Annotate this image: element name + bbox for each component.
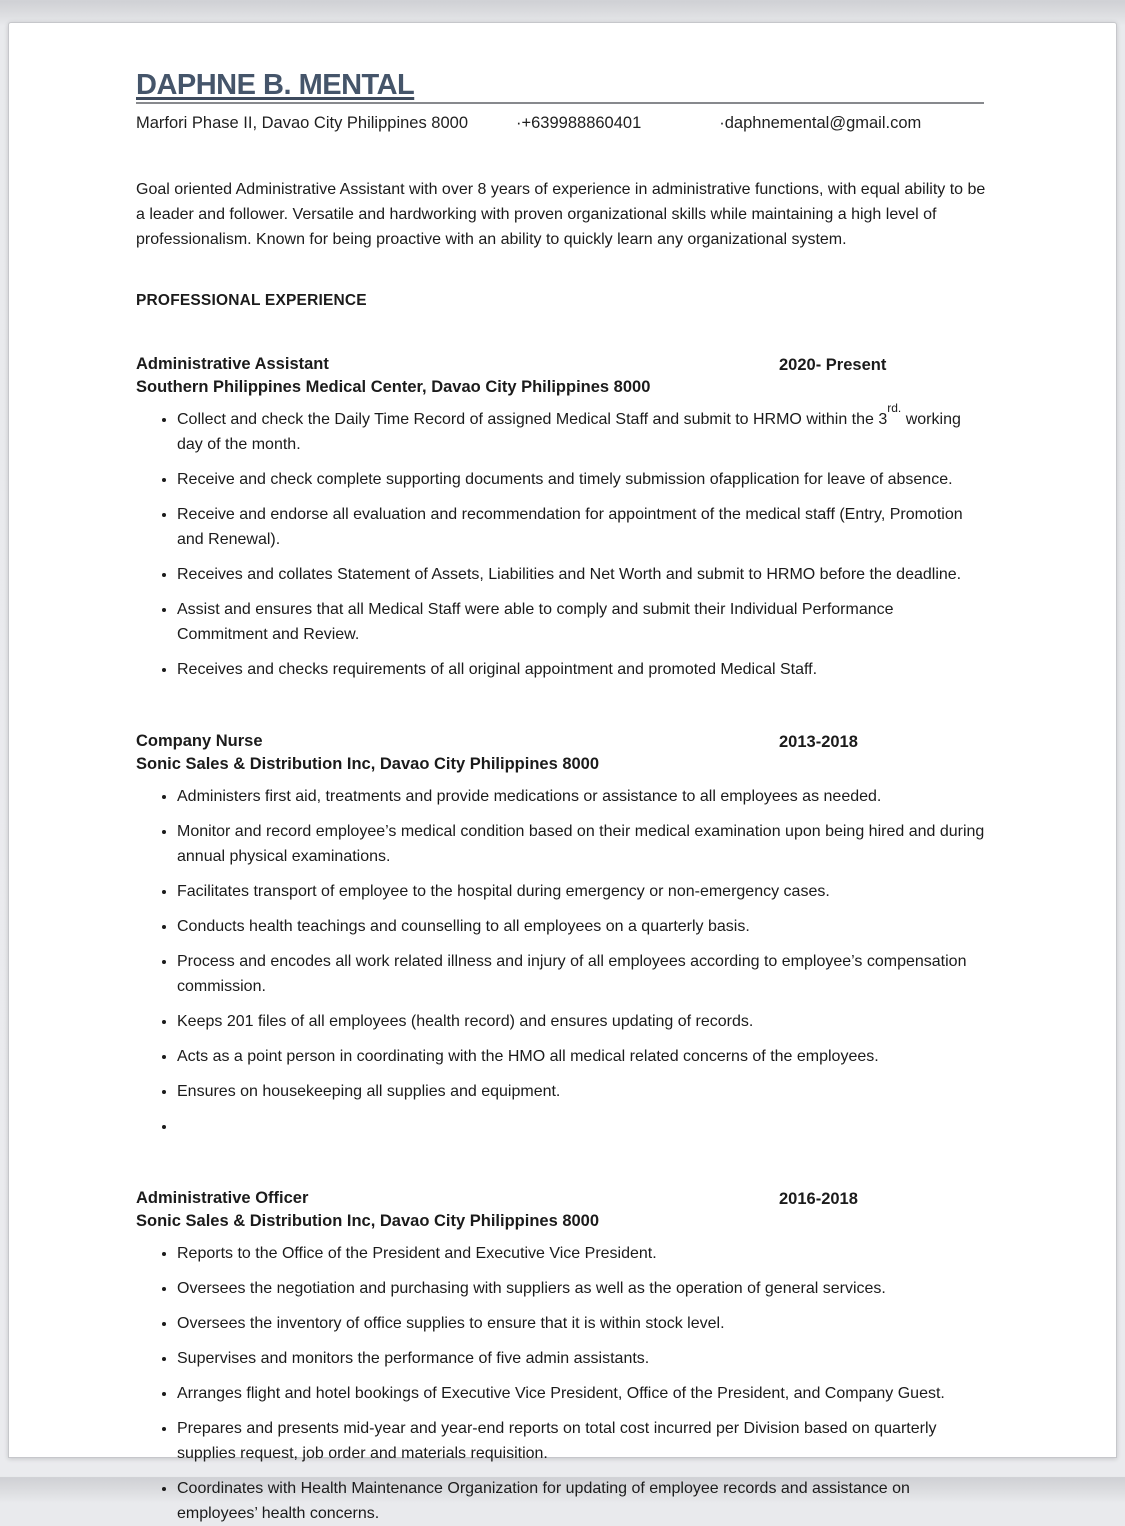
job-header [136,353,984,376]
bullet-text: Keeps 201 files of all employees (health record) and ensures updating of records. [177,1013,754,1030]
bullet-item [177,1009,988,1034]
bullet-item [177,1416,988,1466]
header-name-block [136,69,984,104]
bullet-item [177,467,988,492]
resume-page [8,22,1117,1522]
job-company-nurse [136,730,984,1139]
bullet-text: Oversees the inventory of office supplies to ensure that it is within stock level. [177,1315,725,1332]
bullet-text: Facilitates transport of employee to the hospital during emergency or non-emergency cases. [177,883,830,900]
bullet-text: Conducts health teachings and counselling to all employees on a quarterly basis. [177,918,750,935]
job-dates: 2020- Present [779,356,887,374]
bullet-item-empty [177,1114,988,1139]
bullet-text: Ensures on housekeeping all supplies and equipment. [177,1083,561,1100]
bullet-text: Receive and check complete supporting documents and timely submission ofapplication for leave of absence. [177,471,953,488]
bullet-item [177,657,988,682]
job-administrative-assistant [136,353,984,682]
bullet-item [177,1044,988,1069]
contact-email: ·daphnemental@gmail.com [719,114,922,132]
bullet-item [177,597,988,647]
contact-phone: ·+639988860401 [516,114,642,132]
bullet-item [177,1079,988,1104]
bullet-text: Monitor and record employee’s medical condition based on their medical examination upon being hired and during annual physical examinations. [177,823,985,865]
job-title: Administrative Officer [136,1189,309,1207]
bullet-text: Arranges flight and hotel bookings of Executive Vice President, Office of the President, and Company Guest. [177,1385,945,1402]
bullet-text: Receives and checks requirements of all original appointment and promoted Medical Staff. [177,661,818,678]
bullet-text: Oversees the negotiation and purchasing with suppliers as well as the operation of general services. [177,1280,886,1297]
summary-text: Goal oriented Administrative Assistant with over 8 years of experience in administrative functions, with equal ability to be a leader and follower. Versatile and hardworking with proven organizational skills while maintaining a high level of professionalism. Known for being proactive with an ability to quickly learn any organizational system. [136,181,986,248]
resume-content [9,23,1116,1526]
bullet-text: Process and encodes all work related illness and injury of all employees according to employee’s compensation commission. [177,953,967,995]
job-title: Administrative Assistant [136,355,329,373]
bullet-text: Receive and endorse all evaluation and recommendation for appointment of the medical staff (Entry, Promotion and Renewal). [177,506,963,548]
bullet-text: Acts as a point person in coordinating with the HMO all medical related concerns of the employees. [177,1048,879,1065]
contact-row [136,111,984,136]
bullet-item [177,879,988,904]
bullet-item [177,914,988,939]
bullet-text: Prepares and presents mid-year and year-end reports on total cost incurred per Division based on quarterly supplies request, job order and materials requisition. [177,1420,937,1462]
bullet-item [177,949,988,999]
bullet-item [177,400,988,457]
bullet-text: Administers first aid, treatments and provide medications or assistance to all employees as needed. [177,788,882,805]
bullet-text: Coordinates with Health Maintenance Organization for updating of employee records and assistance on employees’ health concerns. [177,1480,910,1522]
job-bullet-list [136,400,988,682]
bullet-item [177,1311,988,1336]
bullet-item [177,1381,988,1406]
contact-address: Marfori Phase II, Davao City Philippines 8000 [136,114,468,132]
bullet-text: working day of the month. [177,411,961,453]
bullet-text: Assist and ensures that all Medical Staff were able to comply and submit their Individual Performance Commitment and Review. [177,601,894,643]
page-title: DAPHNE B. MENTAL [136,69,415,101]
bullet-item [177,1346,988,1371]
bullet-text: Supervises and monitors the performance of five admin assistants. [177,1350,650,1367]
job-company: Southern Philippines Medical Center, Davao City Philippines 8000 [136,378,651,396]
job-company: Sonic Sales & Distribution Inc, Davao City Philippines 8000 [136,755,600,773]
job-administrative-officer [136,1187,984,1526]
job-company: Sonic Sales & Distribution Inc, Davao City Philippines 8000 [136,1212,600,1230]
bullet-item [177,1276,988,1301]
bullet-text: Receives and collates Statement of Assets, Liabilities and Net Worth and submit to HRMO before the deadline. [177,566,962,583]
job-title: Company Nurse [136,732,263,750]
job-header [136,730,984,753]
bullet-item [177,562,988,587]
ordinal-superscript: rd. [887,400,902,415]
bullet-item [177,1241,988,1266]
bullet-text: Reports to the Office of the President and Executive Vice President. [177,1245,657,1262]
bullet-item [177,502,988,552]
bullet-text: Collect and check the Daily Time Record of assigned Medical Staff and submit to HRMO within the 3 [177,411,888,428]
section-heading-professional-experience: PROFESSIONAL EXPERIENCE [136,292,367,309]
job-dates: 2013-2018 [779,733,858,751]
job-bullet-list [136,1241,988,1526]
job-dates: 2016-2018 [779,1190,858,1208]
bullet-item [177,1476,988,1526]
job-header [136,1187,984,1210]
bullet-item [177,819,988,869]
job-bullet-list [136,784,988,1139]
bullet-item [177,784,988,809]
